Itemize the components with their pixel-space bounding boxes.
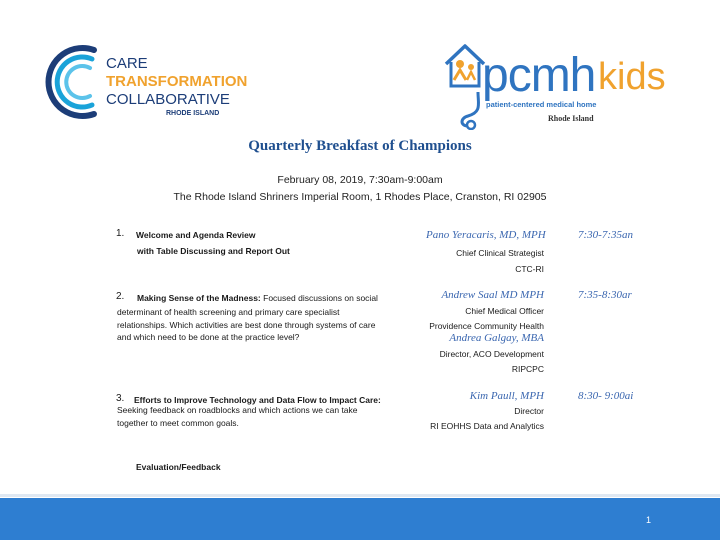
desc-line: together to meet common goals. bbox=[117, 417, 239, 428]
kids-word: kids bbox=[598, 56, 666, 98]
agenda-item-2-time: 7:35-8:30ar bbox=[578, 289, 632, 301]
desc-line: Seeking feedback on roadblocks and which actions we can take bbox=[117, 405, 358, 415]
agenda-item-2 bbox=[0, 288, 720, 378]
presenter-role: Chief Clinical Strategist bbox=[456, 248, 544, 258]
ctc-logo bbox=[36, 42, 246, 127]
desc-line: and which need to be done at the practice level? bbox=[117, 332, 300, 342]
event-date: February 08, 2019, 7:30am-9:00am bbox=[277, 174, 443, 186]
agenda-item-2-description bbox=[117, 306, 402, 344]
agenda-item-1 bbox=[0, 228, 720, 278]
page-title: Quarterly Breakfast of Champions bbox=[248, 138, 472, 154]
agenda-item-2-desc-start: Focused discussions on social bbox=[263, 293, 378, 303]
footer-bar bbox=[0, 498, 720, 540]
ctc-line-3: COLLABORATIVE bbox=[106, 91, 230, 108]
presenter-role: Chief Medical Officer bbox=[465, 306, 544, 316]
presenter-org: Providence Community Health bbox=[429, 321, 544, 331]
desc-line: relationships. Which activities are best done through systems of care bbox=[117, 319, 376, 330]
ctc-line-2: TRANSFORMATION bbox=[106, 73, 248, 90]
pcmh-state: Rhode Island bbox=[548, 114, 594, 123]
agenda-item-1-number: 1. bbox=[116, 228, 125, 239]
agenda-item-3 bbox=[0, 390, 720, 440]
presenter-role: Director, ACO Development bbox=[439, 349, 544, 359]
footer-divider bbox=[0, 494, 720, 497]
pcmh-tagline: patient-centered medical home bbox=[486, 100, 597, 109]
page-number: 1 bbox=[646, 515, 652, 525]
ctc-line-1: CARE bbox=[106, 55, 148, 72]
agenda-item-2-heading: Making Sense of the Madness: bbox=[137, 293, 261, 303]
presenter-org: CTC-RI bbox=[515, 264, 544, 274]
desc-line: determinant of health screening and primary care specialist bbox=[117, 307, 340, 317]
event-location: The Rhode Island Shriners Imperial Room, 1 Rhodes Place, Cranston, RI 02905 bbox=[173, 191, 547, 203]
agenda-item-1-subheading: with Table Discussing and Report Out bbox=[137, 246, 290, 256]
ctc-swirl-icon bbox=[36, 42, 102, 122]
agenda-item-3-description bbox=[117, 404, 402, 429]
presenter-name: Andrea Galgay, MBA bbox=[449, 332, 544, 344]
presenter-org: RI EOHHS Data and Analytics bbox=[430, 421, 544, 431]
agenda-item-3-time: 8:30- 9:00ai bbox=[578, 390, 634, 402]
ctc-line-4: RHODE ISLAND bbox=[166, 110, 220, 117]
presenter-name: Kim Paull, MPH bbox=[469, 390, 544, 402]
pcmh-word: pcmh bbox=[482, 49, 596, 102]
agenda-item-3-number: 3. bbox=[116, 393, 125, 404]
presenter-name: Andrew Saal MD MPH bbox=[441, 289, 544, 301]
agenda-item-2-number: 2. bbox=[116, 291, 125, 302]
presenter-org: RIPCPC bbox=[511, 364, 544, 374]
presenter-name: Pano Yeracaris, MD, MPH bbox=[426, 229, 546, 241]
agenda-item-1-time: 7:30-7:35an bbox=[578, 229, 633, 241]
agenda-item-2-first-line bbox=[137, 293, 378, 303]
evaluation-label: Evaluation/Feedback bbox=[136, 462, 221, 472]
presenter-role: Director bbox=[514, 406, 544, 416]
agenda-item-3-heading: Efforts to Improve Technology and Data Flow to Impact Care: bbox=[134, 395, 381, 405]
pcmh-kids-logo bbox=[438, 42, 688, 132]
agenda-item-1-heading: Welcome and Agenda Review bbox=[136, 230, 256, 240]
